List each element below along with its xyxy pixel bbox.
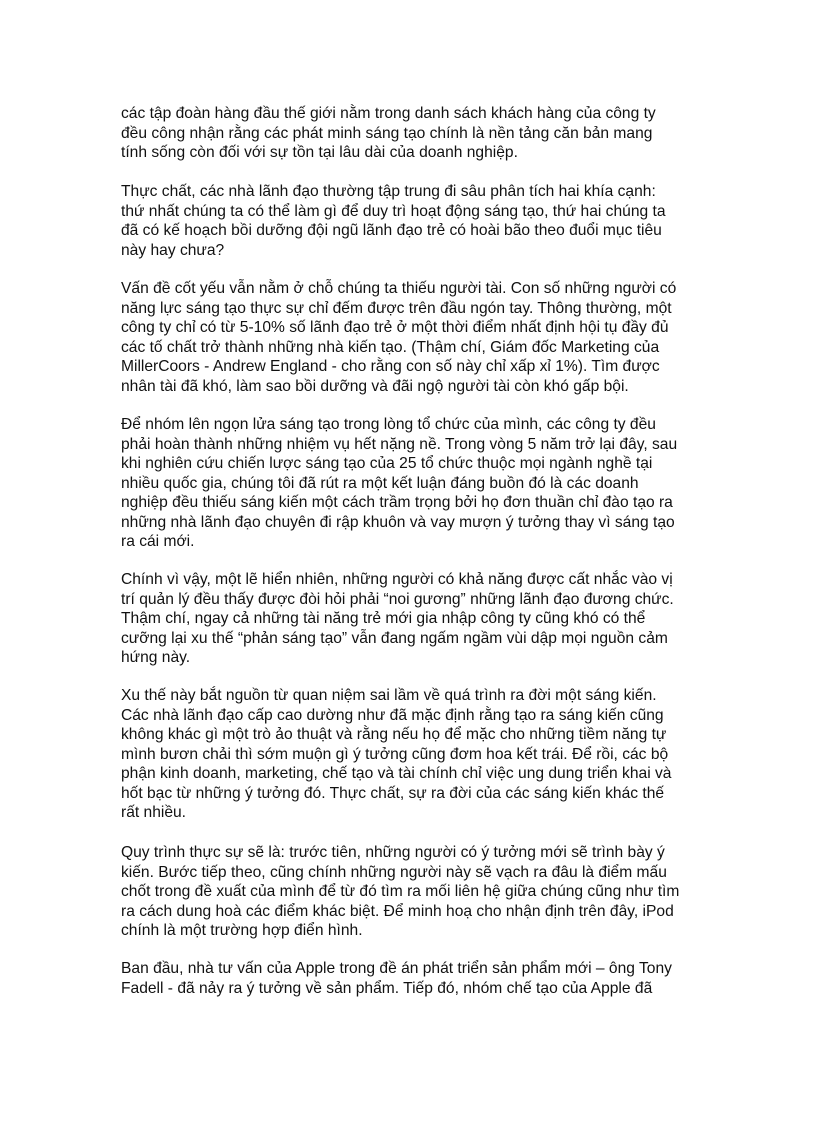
text-line: này hay chưa? [121, 241, 225, 259]
text-line: hứng này. [121, 649, 191, 666]
text-line: ra cách dung hoà các điểm khác biệt. Để minh hoạ cho nhận định trên đây, iPod [121, 902, 674, 920]
text-line: Thậm chí, ngay cả những tài năng trẻ mới gia nhập công ty cũng khó có thể [121, 610, 646, 627]
text-line: thứ nhất chúng ta có thể làm gì để duy trì hoạt động sáng tạo, thứ hai chúng ta [121, 202, 666, 220]
text-line: hốt bạc từ những ý tưởng đó. Thực chất, sự ra đời của các sáng kiến khác thế [121, 784, 665, 802]
text-line: MillerCoors - Andrew England - cho rằng con số này chỉ xấp xỉ 1%). Tìm được [121, 358, 660, 375]
text-line: cưỡng lại xu thế “phản sáng tạo” vẫn đang ngấm ngầm vùi dập mọi nguồn cảm [121, 629, 668, 647]
text-line: các tố chất trở thành những nhà kiến tạo. (Thậm chí, Giám đốc Marketing của [121, 338, 660, 356]
text-line: những nhà lãnh đạo chuyên đi rập khuôn và vay mượn ý tưởng thay vì sáng tạo [121, 513, 675, 531]
text-line: Fadell - đã nảy ra ý tưởng về sản phẩm. Tiếp đó, nhóm chế tạo của Apple đã [121, 979, 653, 997]
text-line: nhiều quốc gia, chúng tôi đã rút ra một kết luận đáng buồn đó là các doanh [121, 474, 639, 492]
paragraph [121, 959, 721, 998]
text-line: chính là một trường hợp điển hình. [121, 922, 363, 939]
paragraph [121, 182, 721, 260]
paragraph [121, 843, 721, 941]
text-line: Thực chất, các nhà lãnh đạo thường tập trung đi sâu phân tích hai khía cạnh: [121, 183, 656, 200]
text-line: Quy trình thực sự sẽ là: trước tiên, những người có ý tưởng mới sẽ trình bày ý [121, 844, 665, 861]
paragraph [121, 686, 721, 823]
text-line: phận kinh doanh, marketing, chế tạo và tài chính chỉ việc ung dung triển khai và [121, 765, 672, 782]
text-line: đã có kế hoạch bồi dưỡng đội ngũ lãnh đạo trẻ có hoài bão theo đuổi mục tiêu [121, 222, 662, 239]
text-line: Các nhà lãnh đạo cấp cao dường như đã mặc định rằng tạo ra sáng kiến cũng [121, 706, 664, 724]
text-line: năng lực sáng tạo thực sự chỉ đếm được trên đầu ngón tay. Thông thường, một [121, 299, 672, 317]
paragraph [121, 570, 721, 668]
text-line: Vấn đề cốt yếu vẫn nằm ở chỗ chúng ta thiếu người tài. Con số những người có [121, 280, 677, 297]
text-line: không khác gì một trò ảo thuật và rằng nếu họ để mặc cho những tiềm năng tự [121, 726, 667, 743]
text-line: kiến. Bước tiếp theo, cũng chính những người này sẽ vạch ra đâu là điểm mấu [121, 863, 667, 881]
text-line: nghiệp đều thiếu sáng kiến một cách trầm trọng bởi họ đơn thuần chỉ đào tạo ra [121, 494, 673, 511]
paragraph [121, 279, 721, 396]
text-line: phải hoàn thành những nhiệm vụ hết nặng nề. Trong vòng 5 năm trở lại đây, sau [121, 435, 678, 453]
paragraph [121, 104, 721, 163]
text-line: Chính vì vậy, một lẽ hiển nhiên, những người có khả năng được cất nhắc vào vị [121, 571, 673, 588]
text-line: trí quản lý đều thấy được đòi hỏi phải “noi gương” những lãnh đạo đương chức. [121, 590, 674, 608]
text-line: tính sống còn đối với sự tồn tại lâu dài của doanh nghiệp. [121, 144, 518, 161]
text-line: nhân tài đã khó, làm sao bồi dưỡng và đãi ngộ người tài còn khó gấp bội. [121, 377, 629, 395]
text-line: Ban đầu, nhà tư vấn của Apple trong đề án phát triển sản phẩm mới – ông Tony [121, 960, 672, 977]
text-line: ra cái mới. [121, 533, 195, 550]
text-line: đều công nhận rằng các phát minh sáng tạo chính là nền tảng căn bản mang [121, 124, 653, 142]
text-line: chốt trong đề xuất của mình để từ đó tìm ra mối liên hệ giữa chúng cũng như tìm [121, 883, 680, 900]
text-line: rất nhiều. [121, 804, 187, 821]
text-line: Để nhóm lên ngọn lửa sáng tạo trong lòng tổ chức của mình, các công ty đều [121, 416, 656, 433]
paragraph [121, 415, 721, 552]
text-line: công ty chỉ có từ 5-10% số lãnh đạo trẻ ở một thời điểm nhất định hội tụ đầy đủ [121, 319, 669, 336]
text-line: Xu thế này bắt nguồn từ quan niệm sai lầm về quá trình ra đời một sáng kiến. [121, 687, 657, 704]
text-line: mình bươn chải thì sớm muộn gì ý tưởng cũng đơm hoa kết trái. Để rồi, các bộ [121, 745, 669, 763]
text-line: khi nghiên cứu chiến lược sáng tạo của 25 tổ chức thuộc mọi ngành nghề tại [121, 455, 653, 472]
text-line: các tập đoàn hàng đầu thế giới nằm trong danh sách khách hàng của công ty [121, 105, 656, 122]
